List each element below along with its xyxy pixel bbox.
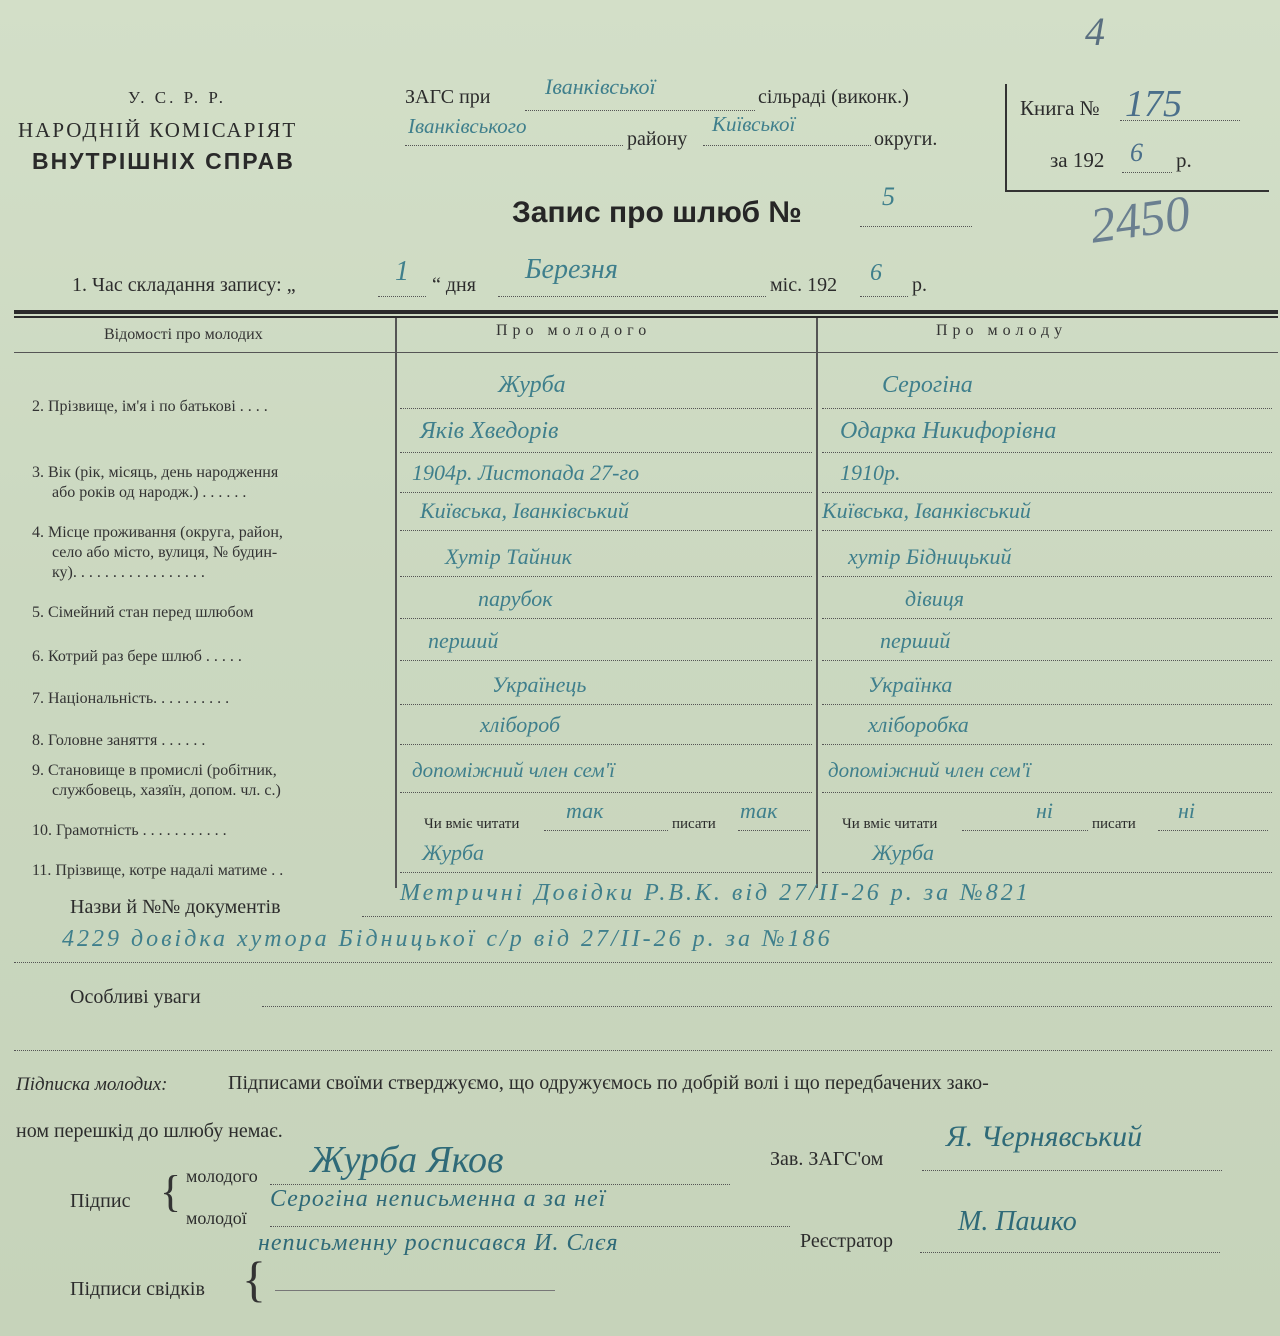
row-status-label-2: службовець, хазяїн, допом. чл. с.)	[52, 782, 281, 799]
bride-birth-hand: 1910р.	[840, 460, 901, 485]
groom-write-label: писати	[672, 816, 716, 832]
bride-write-label: писати	[1092, 816, 1136, 832]
groom-times-hand: перший	[428, 628, 499, 653]
groom-occupation-hand: хлібороб	[480, 712, 561, 737]
groom-read-hand: так	[566, 798, 604, 823]
item1-year-hand: 6	[870, 260, 882, 286]
book-r-label: р.	[1176, 148, 1192, 172]
record-title: Запис про шлюб №	[512, 196, 802, 229]
signature-label: Підпис	[70, 1190, 131, 1212]
documents-line1-hand: Метричні Довідки Р.В.К. від 27/ІІ-26 р. за №821	[400, 880, 1031, 906]
zags-head-label: Зав. ЗАГС'ом	[770, 1148, 884, 1170]
groom-signature-hand: Журба Яков	[310, 1139, 504, 1181]
item1-r-label: р.	[912, 274, 927, 296]
item1-month-hand: Березня	[525, 254, 618, 285]
bride-future-surname-hand: Журба	[872, 840, 935, 865]
groom-read-label: Чи вміє читати	[424, 816, 520, 832]
row-residence-label-2: село або місто, вулиця, № будин-	[52, 544, 278, 561]
zags-head-signature-hand: Я. Чернявський	[946, 1120, 1143, 1153]
signature-groom-label: молодого	[186, 1166, 258, 1186]
zags-pri-label: ЗАГС при	[405, 86, 491, 108]
item1-day-label: “ дня	[432, 274, 476, 296]
village-council-hand: Іванківської	[545, 74, 656, 99]
bride-marital-hand: дівиця	[905, 586, 965, 611]
silradi-label: сільраді (виконк.)	[758, 86, 909, 108]
bride-read-label: Чи вміє читати	[842, 816, 938, 832]
book-number-hand: 175	[1125, 83, 1182, 125]
groom-future-surname-hand: Журба	[422, 840, 485, 865]
groom-nationality-hand: Українець	[492, 672, 587, 697]
item1-mis-label: міс. 192	[770, 274, 838, 296]
bride-surname-hand: Серогіна	[882, 372, 973, 398]
declaration-text-2: ном перешкід до шлюбу немає.	[16, 1120, 283, 1142]
bride-read-hand: ні	[1036, 798, 1054, 823]
bride-residence-hand-2: хутір Бідницький	[848, 544, 1012, 569]
book-label: Книга №	[1020, 96, 1100, 120]
row-occupation-label: 8. Головне заняття . . . . . .	[32, 732, 206, 749]
row-age-label-2: або років од народж.) . . . . . .	[52, 484, 247, 501]
signature-brace: {	[160, 1167, 182, 1216]
col-bride-header: Про молоду	[936, 322, 1068, 339]
ussr-label: У. С. Р. Р.	[128, 88, 227, 107]
row-times-label: 6. Котрий раз бере шлюб . . . . .	[32, 648, 242, 665]
bride-status-hand: допоміжний член сем'ї	[828, 758, 1032, 782]
item1-day-hand: 1	[395, 256, 409, 287]
row-nationality-label: 7. Національність. . . . . . . . . .	[32, 690, 230, 707]
documents-label: Назви й №№ документів	[70, 896, 281, 918]
bride-nationality-hand: Українка	[868, 672, 953, 697]
groom-residence-hand-2: Хутір Тайник	[445, 544, 572, 569]
book-year-hand: 6	[1130, 138, 1143, 167]
record-number-hand: 5	[882, 182, 895, 211]
bride-signature-hand-2: неписьменну росписався И. Слєя	[258, 1230, 619, 1256]
col-groom-header: Про молодого	[496, 322, 652, 339]
okrugy-label: округи.	[874, 128, 938, 150]
witnesses-brace: {	[242, 1251, 266, 1307]
okruga-hand: Київської	[712, 112, 796, 136]
witnesses-label: Підписи свідків	[70, 1278, 205, 1300]
groom-marital-hand: парубок	[478, 586, 553, 611]
book-year-label: за 192	[1050, 148, 1105, 172]
bride-given-name-hand: Одарка Никифорівна	[840, 418, 1057, 444]
row-residence-label-3: ку). . . . . . . . . . . . . . . . .	[52, 564, 205, 581]
item1-label: 1. Час складання запису: „	[72, 274, 296, 296]
ministry-label: ВНУТРІШНІХ СПРАВ	[32, 148, 295, 174]
bride-write-hand: ні	[1178, 798, 1196, 823]
declaration-text-1: Підписами своїми стверджуємо, що одружуємось по добрій волі і що передбачених зако-	[228, 1072, 989, 1094]
bride-signature-hand: Серогіна неписьменна а за неї	[270, 1186, 607, 1212]
row-residence-label: 4. Місце проживання (округа, район,	[32, 524, 283, 541]
corner-mark-hand: 4	[1085, 9, 1105, 54]
col-info-header: Відомості про молодих	[104, 326, 263, 343]
bride-times-hand: перший	[880, 628, 951, 653]
registrar-signature-hand: М. Пашко	[958, 1206, 1077, 1237]
row-literacy-label: 10. Грамотність . . . . . . . . . . .	[32, 822, 227, 839]
raionu-label: району	[627, 128, 688, 150]
row-future-surname-label: 11. Прізвище, котре надалі матиме . .	[32, 862, 284, 879]
groom-write-hand: так	[740, 798, 778, 823]
table-top-rule	[14, 310, 1278, 314]
row-marital-label: 5. Сімейний стан перед шлюбом	[32, 604, 254, 621]
declaration-title: Підписка молодих:	[16, 1074, 168, 1095]
signature-bride-label: молодої	[186, 1208, 247, 1228]
raion-hand: Іванківського	[408, 114, 527, 138]
groom-status-hand: допоміжний член сем'ї	[412, 758, 616, 782]
registrar-label: Реєстратор	[800, 1230, 894, 1252]
groom-surname-hand: Журба	[498, 372, 566, 398]
bride-occupation-hand: хліборобка	[868, 712, 969, 737]
groom-given-name-hand: Яків Хведорів	[420, 418, 559, 444]
groom-residence-hand: Київська, Іванківський	[420, 498, 629, 523]
remarks-label: Особливі уваги	[70, 986, 201, 1008]
commissariat-label: НАРОДНІЙ КОМІСАРІЯТ	[18, 118, 298, 142]
bride-residence-hand: Київська, Іванківський	[822, 498, 1031, 523]
documents-line2-hand: 4229 довідка хутора Бідницької с/р від 27/ІІ-26 р. за №186	[62, 926, 833, 952]
side-mark-hand: 2450	[1086, 184, 1194, 254]
row-name-label: 2. Прізвище, ім'я і по батькові . . . .	[32, 398, 268, 415]
row-age-label: 3. Вік (рік, місяць, день народження	[32, 464, 279, 481]
row-status-label: 9. Становище в промислі (робітник,	[32, 762, 277, 779]
groom-birth-hand: 1904р. Листопада 27-го	[412, 460, 640, 485]
